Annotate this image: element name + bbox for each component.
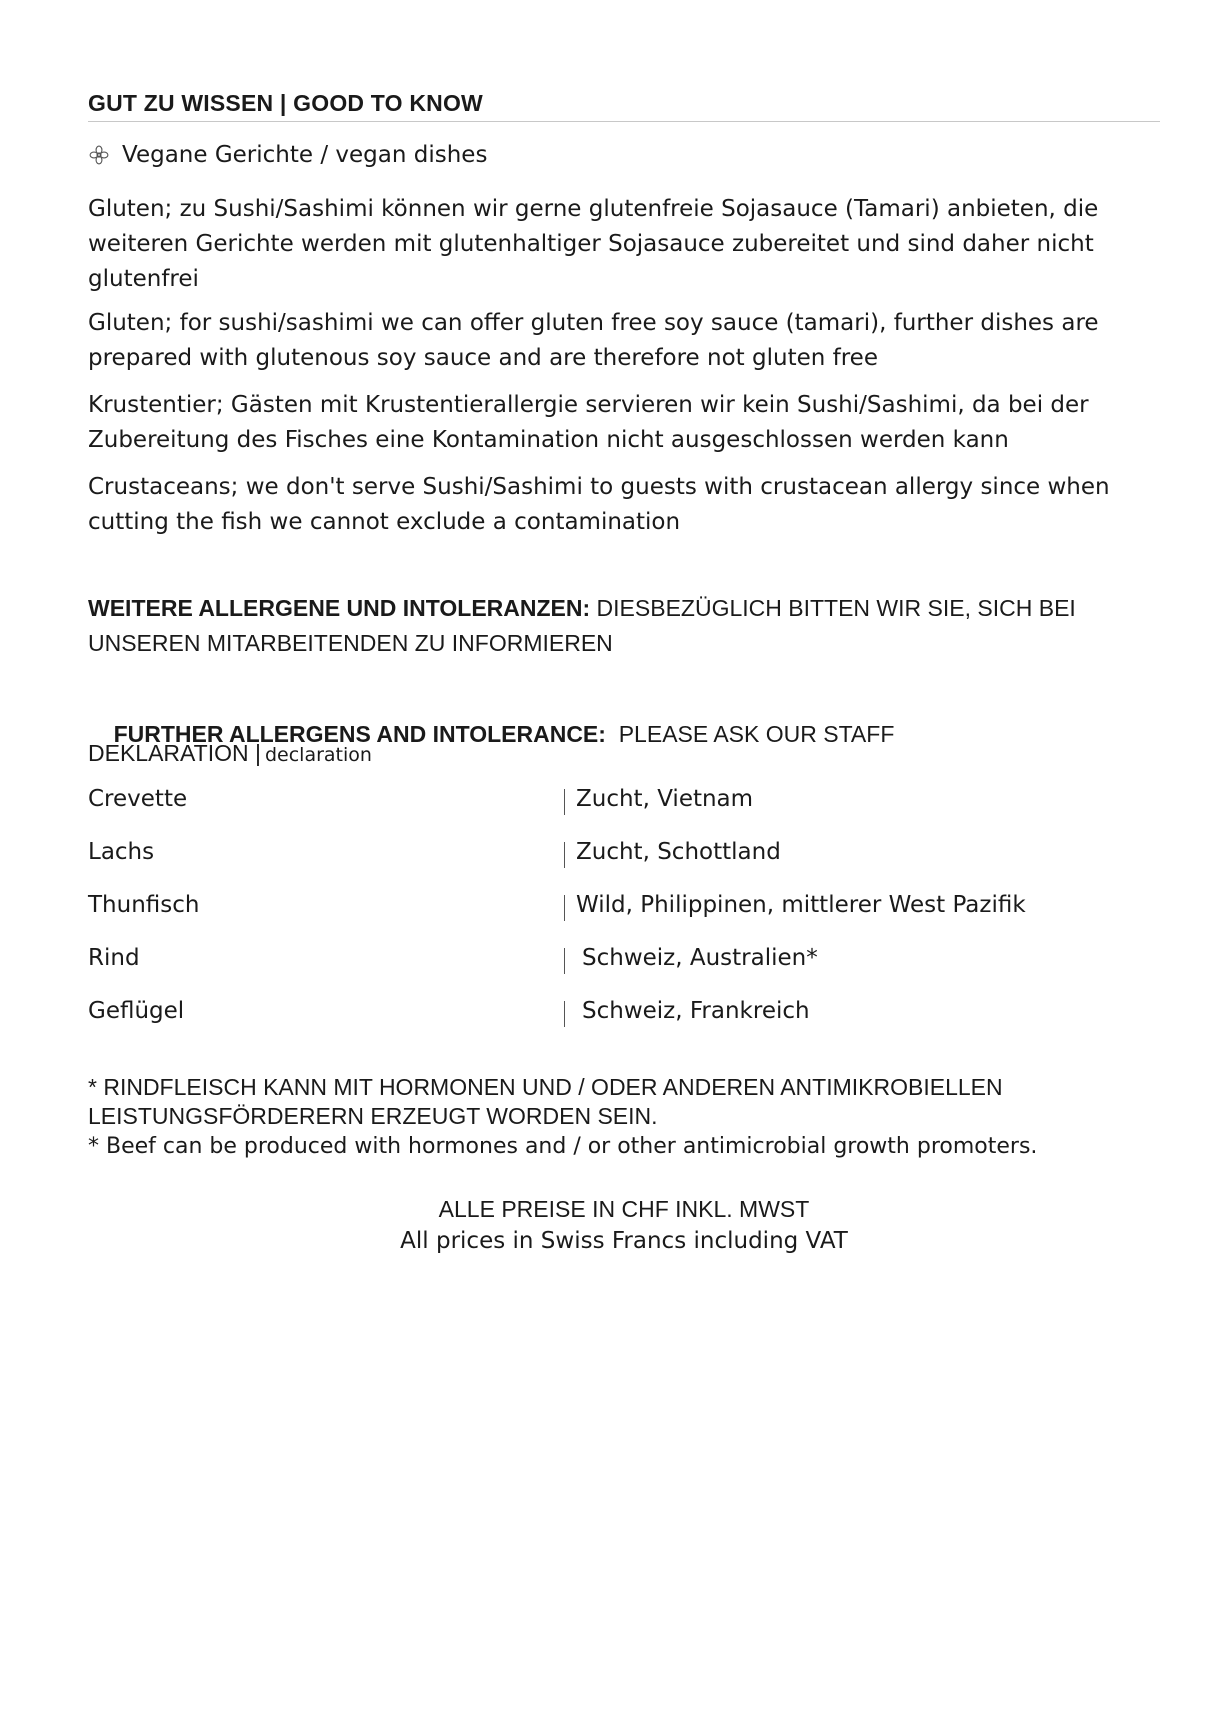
declaration-item: Crevette [88,786,188,812]
separator-bar [564,948,565,974]
crustacean-note-de: Krustentier; Gästen mit Krustentierallergie servieren wir kein Sushi/Sashimi, da bei der Zubereitung des Fisches eine Kontamination nicht ausgeschlossen werden kann [88,392,1089,453]
allergens-label-en: FURTHER ALLERGENS AND INTOLERANCE: [113,721,606,747]
declaration-row [88,945,1163,985]
allergens-note-de [88,591,1163,661]
crustacean-note-en: Crustaceans; we don't serve Sushi/Sashimi to guests with crustacean allergy since when cutting the fish we cannot exclude a contamination [88,474,1110,535]
declaration-origin: Zucht, Schottland [576,839,781,865]
declaration-title [88,740,372,767]
declaration-row [88,892,1163,932]
separator-bar [564,1001,565,1027]
vegan-label: Vegane Gerichte / vegan dishes [122,142,488,168]
section-heading: GUT ZU WISSEN | GOOD TO KNOW [88,90,1160,122]
price-note [88,1193,1160,1257]
gluten-note-de: Gluten; zu Sushi/Sashimi können wir gerne glutenfreie Sojasauce (Tamari) anbieten, die weiteren Gerichte werden mit glutenhaltiger Sojasauce zubereitet und sind daher nicht glutenfrei [88,196,1099,292]
declaration-item: Thunfisch [88,892,200,918]
allergens-text-en: PLEASE ASK OUR STAFF [605,721,895,747]
declaration-item: Rind [88,945,140,971]
beef-footnote [88,1073,1168,1163]
beef-footnote-en: * Beef can be produced with hormones and / or other antimicrobial growth promoters. [88,1134,1038,1159]
allergens-note-en [88,682,1163,787]
vegan-legend [88,142,487,168]
allergens-label-de: WEITERE ALLERGENE UND INTOLERANZEN: [88,595,591,621]
beef-footnote-de: * RINDFLEISCH KANN MIT HORMONEN UND / ODER ANDEREN ANTIMIKROBIELLEN LEISTUNGSFÖRDERERN ERZEUGT WORDEN SEIN. [88,1074,1003,1129]
separator-bar [564,842,565,868]
declaration-title-de: DEKLARATION | [88,740,261,766]
declaration-subtitle: declaration [264,744,372,766]
separator-bar [564,895,565,921]
gluten-note-en: Gluten; for sushi/sashimi we can offer gluten free soy sauce (tamari), further dishes are prepared with glutenous soy sauce and are therefore not gluten free [88,310,1099,371]
separator-bar [564,789,565,815]
declaration-item: Geflügel [88,998,185,1024]
declaration-row [88,998,1163,1038]
declaration-origin: Schweiz, Australien* [582,945,818,971]
price-note-en: All prices in Swiss Francs including VAT [400,1228,848,1254]
declaration-item: Lachs [88,839,155,865]
declaration-origin: Zucht, Vietnam [576,786,754,812]
allergens-text-de: DIESBEZÜGLICH BITTEN WIR SIE, SICH BEI UNSEREN MITARBEITENDEN ZU INFORMIEREN [88,595,1076,656]
declaration-origin: Schweiz, Frankreich [582,998,810,1024]
declaration-origin: Wild, Philippinen, mittlerer West Pazifik [576,892,1026,918]
price-note-de: ALLE PREISE IN CHF INKL. MWST [438,1196,810,1222]
flower-icon [88,144,110,166]
declaration-row [88,839,1163,879]
declaration-row [88,786,1163,826]
